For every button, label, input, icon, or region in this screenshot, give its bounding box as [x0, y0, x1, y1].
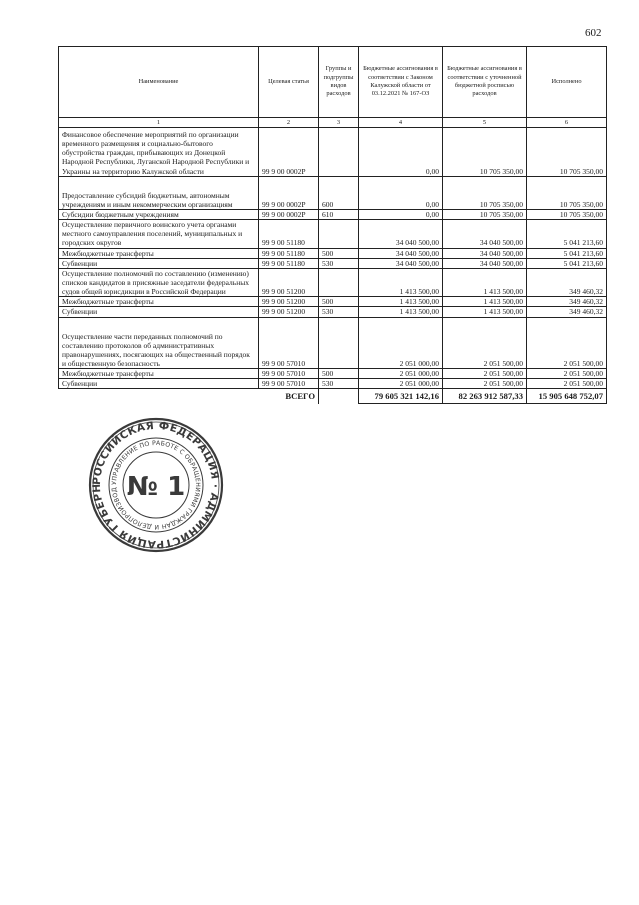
row-name: Субвенции: [59, 379, 259, 389]
row-name: Осуществление полномочий по составлению (изменению) списков кандидатов в присяжные заседатели федеральных судов общей юрисдикции в Российской Федерации: [59, 268, 259, 296]
row-refined: 10 705 350,00: [443, 128, 527, 177]
header-name: Наименование: [59, 47, 259, 118]
row-refined: 2 051 500,00: [443, 317, 527, 369]
total-label: ВСЕГО: [59, 389, 319, 404]
table-row: [59, 317, 607, 369]
total-refined: 82 263 912 587,33: [443, 389, 527, 404]
row-target: 99 9 00 57010: [259, 317, 319, 369]
page-number: 602: [585, 27, 602, 39]
row-refined: 34 040 500,00: [443, 248, 527, 258]
table-row: [59, 220, 607, 248]
row-name: Субвенции: [59, 307, 259, 317]
row-executed: 5 041 213,60: [527, 258, 607, 268]
row-executed: 5 041 213,60: [527, 248, 607, 258]
row-law: 1 413 500,00: [359, 268, 443, 296]
table-row: [59, 297, 607, 307]
row-law: 2 051 000,00: [359, 317, 443, 369]
column-number: 5: [443, 118, 527, 128]
seal-graphic: [87, 416, 225, 554]
row-refined: 34 040 500,00: [443, 258, 527, 268]
row-executed: 10 705 350,00: [527, 128, 607, 177]
table-row: [59, 128, 607, 177]
row-executed: 2 051 500,00: [527, 379, 607, 389]
row-name: Субвенции: [59, 258, 259, 268]
row-refined: 10 705 350,00: [443, 209, 527, 219]
header-groups: Группы и подгруппы видов расходов: [319, 47, 359, 118]
row-type: 500: [319, 248, 359, 258]
row-type: 530: [319, 258, 359, 268]
row-refined: 2 051 500,00: [443, 369, 527, 379]
row-executed: 349 460,32: [527, 268, 607, 296]
header-executed: Исполнено: [527, 47, 607, 118]
table-row: [59, 209, 607, 219]
header-target: Целевая статья: [259, 47, 319, 118]
column-number: 6: [527, 118, 607, 128]
column-number-row: [59, 118, 607, 128]
table-row: [59, 248, 607, 258]
row-target: 99 9 00 51180: [259, 220, 319, 248]
table-row: [59, 176, 607, 209]
row-refined: 34 040 500,00: [443, 220, 527, 248]
row-type: 500: [319, 297, 359, 307]
row-name: Межбюджетные трансферты: [59, 297, 259, 307]
row-name: Осуществление первичного воинского учета органами местного самоуправления поселений, муниципальных и городских округов: [59, 220, 259, 248]
row-type: 530: [319, 379, 359, 389]
row-executed: 5 041 213,60: [527, 220, 607, 248]
row-executed: 349 460,32: [527, 297, 607, 307]
row-law: 34 040 500,00: [359, 258, 443, 268]
row-law: 34 040 500,00: [359, 248, 443, 258]
row-law: 2 051 000,00: [359, 379, 443, 389]
row-type: [319, 220, 359, 248]
header-refined: Бюджетные ассигнования в соответствии с уточненной бюджетной росписью расходов: [443, 47, 527, 118]
row-target: 99 9 00 51200: [259, 268, 319, 296]
row-executed: 10 705 350,00: [527, 209, 607, 219]
table-row: [59, 307, 607, 317]
total-executed: 15 905 648 752,07: [527, 389, 607, 404]
row-name: Межбюджетные трансферты: [59, 248, 259, 258]
row-target: 99 9 00 51180: [259, 258, 319, 268]
row-refined: 1 413 500,00: [443, 307, 527, 317]
row-law: 34 040 500,00: [359, 220, 443, 248]
row-target: 99 9 00 51200: [259, 307, 319, 317]
row-law: 0,00: [359, 128, 443, 177]
row-name: Осуществление части переданных полномочий по составлению протоколов об административных правонарушениях, посягающих на общественный порядок и общественную безопасность: [59, 317, 259, 369]
row-target: 99 9 00 57010: [259, 369, 319, 379]
row-target: 99 9 00 51200: [259, 297, 319, 307]
row-type: [319, 268, 359, 296]
row-executed: 349 460,32: [527, 307, 607, 317]
total-blank-cell: [319, 389, 359, 404]
row-name: Предоставление субсидий бюджетным, автономным учреждениям и иным некоммерческим организациям: [59, 176, 259, 209]
row-name: Субсидии бюджетным учреждениям: [59, 209, 259, 219]
row-target: 99 9 00 57010: [259, 379, 319, 389]
row-type: 600: [319, 176, 359, 209]
row-type: [319, 317, 359, 369]
row-refined: 10 705 350,00: [443, 176, 527, 209]
column-number: 2: [259, 118, 319, 128]
table-row: [59, 268, 607, 296]
total-row: [59, 389, 607, 404]
row-executed: 10 705 350,00: [527, 176, 607, 209]
total-law: 79 605 321 142,16: [359, 389, 443, 404]
row-type: [319, 128, 359, 177]
table-row: [59, 369, 607, 379]
table-row: [59, 258, 607, 268]
row-target: 99 9 00 0002Р: [259, 128, 319, 177]
row-law: 1 413 500,00: [359, 297, 443, 307]
row-name: Финансовое обеспечение мероприятий по организации временного размещения и социально-бытового обустройства граждан, прибывающих из Донецкой Народной Республики, Луганской Народной Республики и Украины на территорию Калужской области: [59, 128, 259, 177]
budget-table: [58, 46, 607, 404]
row-target: 99 9 00 0002Р: [259, 176, 319, 209]
table-row: [59, 379, 607, 389]
row-type: 530: [319, 307, 359, 317]
column-number: 4: [359, 118, 443, 128]
row-refined: 1 413 500,00: [443, 297, 527, 307]
row-type: 610: [319, 209, 359, 219]
row-law: 0,00: [359, 176, 443, 209]
row-law: 0,00: [359, 209, 443, 219]
row-law: 2 051 000,00: [359, 369, 443, 379]
row-executed: 2 051 500,00: [527, 369, 607, 379]
row-target: 99 9 00 0002Р: [259, 209, 319, 219]
row-refined: 1 413 500,00: [443, 268, 527, 296]
column-number: 1: [59, 118, 259, 128]
row-law: 1 413 500,00: [359, 307, 443, 317]
seal-inner-textpath: УПРАВЛЕНИЕ ПО РАБОТЕ С ОБРАЩЕНИЯМИ ГРАЖДАН И ДЕЛОПРОИЗВОД: [110, 439, 202, 531]
row-refined: 2 051 500,00: [443, 379, 527, 389]
official-seal: [87, 416, 225, 554]
row-executed: 2 051 500,00: [527, 317, 607, 369]
seal-number: № 1: [126, 472, 186, 502]
table-header-row: [59, 47, 607, 118]
row-type: 500: [319, 369, 359, 379]
header-law: Бюджетные ассигнования в соответствии с Законом Калужской области от 03.12.2021 № 167-ОЗ: [359, 47, 443, 118]
column-number: 3: [319, 118, 359, 128]
row-target: 99 9 00 51180: [259, 248, 319, 258]
row-name: Межбюджетные трансферты: [59, 369, 259, 379]
seal-outer-textpath: РОССИЙСКАЯ ФЕДЕРАЦИЯ · АДМИНИСТРАЦИЯ ГУБЕРН: [90, 419, 222, 551]
